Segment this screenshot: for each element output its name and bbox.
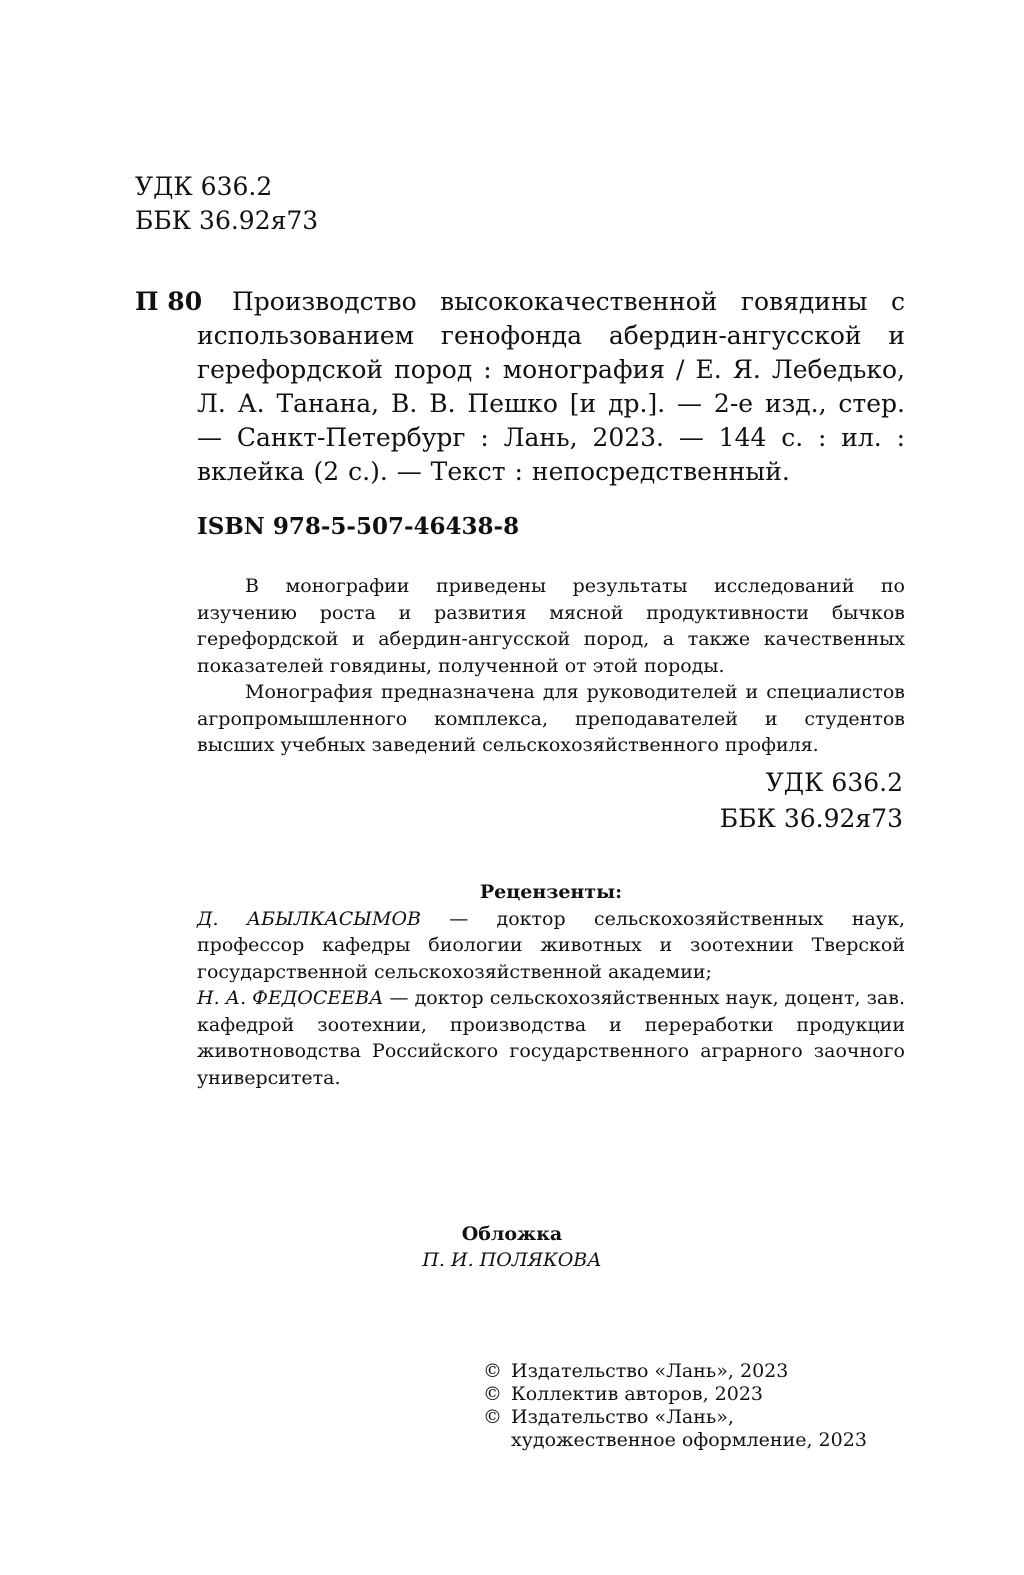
author-mark: П 80 <box>135 287 203 316</box>
copyright-line <box>483 1406 867 1429</box>
copyright-icon: © <box>483 1406 502 1428</box>
cover-label: Обложка <box>461 1223 563 1245</box>
copyright-block <box>483 1360 867 1452</box>
annotation-paragraph: В монографии приведены результаты исследований по изучению роста и развития мясной продуктивности бычков герефордской и абердин-ангусской пород, а также качественных показателей говядины, полученной от этой породы. <box>197 575 905 677</box>
bibliographic-record <box>135 285 905 489</box>
copyright-icon: © <box>483 1383 502 1405</box>
reviewers-heading: Рецензенты: <box>479 881 623 903</box>
copyright-line <box>483 1429 867 1452</box>
cover-designer-name: П. И. ПОЛЯКОВА <box>422 1249 602 1271</box>
copyright-text: художественное оформление, 2023 <box>511 1429 867 1451</box>
bbk-code: ББК 36.92я73 <box>135 206 319 235</box>
cover-credit <box>0 1221 1024 1273</box>
copyright-text: Издательство «Лань», <box>511 1406 734 1428</box>
copyright-text: Издательство «Лань», 2023 <box>511 1360 789 1382</box>
reviewer-credentials: — доктор сельскохозяйственных наук, профессор кафедры биологии животных и зоотехнии Тверской государственной сельскохозяйственной академии; <box>197 907 905 983</box>
copyright-line <box>483 1383 867 1406</box>
copyright-icon: © <box>483 1360 502 1382</box>
udk-code: УДК 636.2 <box>135 172 273 201</box>
udk-code: УДК 636.2 <box>765 768 903 797</box>
reviewer-entry <box>197 906 905 986</box>
annotation <box>197 573 905 759</box>
copyright-text: Коллектив авторов, 2023 <box>511 1383 764 1405</box>
classification-codes-top <box>135 170 318 238</box>
reviewer-entry <box>197 985 905 1091</box>
reviewers-block <box>197 879 905 1091</box>
reviewer-name: Н. А. ФЕДОСЕЕВА <box>197 987 384 1009</box>
copyright-indent <box>483 1429 511 1452</box>
copyright-line <box>483 1360 867 1383</box>
annotation-paragraph: Монография предназначена для руководителей и специалистов агропромышленного комплекса, преподавателей и студентов высших учебных заведений сельскохозяйственного профиля. <box>197 681 905 756</box>
bibliographic-description: Производство высококачественной говядины с использованием генофонда абердин-ангусской и герефордской пород : монография / Е. Я. Лебедько, Л. А. Танана, В. В. Пешко [и др.]. — 2-е изд., стер. — Санкт-Петербург : Лань, 2023. — 144 с. : ил. : вклейка (2 с.). — Текст : непосредственный. <box>197 287 905 486</box>
bbk-code: ББК 36.92я73 <box>719 804 903 833</box>
reviewer-name: Д. АБЫЛКАСЫМОВ <box>197 907 421 930</box>
isbn: ISBN 978-5-507-46438-8 <box>197 513 520 540</box>
reviewer-credentials: — доктор сельскохозяйственных наук, доцент, зав. кафедрой зоотехнии, производства и переработки продукции животноводства Российского государственного аграрного заочного университета. <box>197 987 905 1089</box>
classification-codes-right <box>720 765 903 837</box>
